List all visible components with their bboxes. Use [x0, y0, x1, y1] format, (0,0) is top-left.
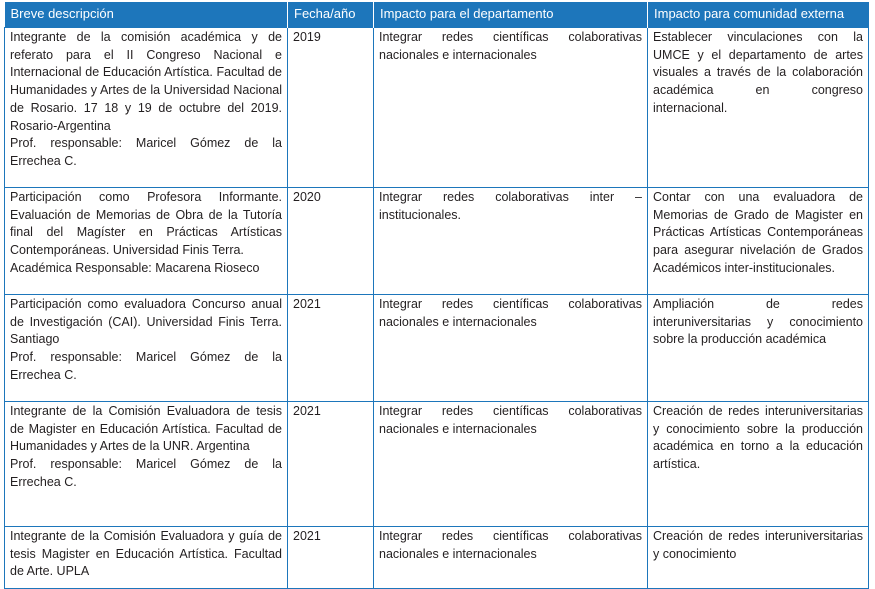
- cell-descripcion: [5, 527, 288, 589]
- cell-descripcion: [5, 188, 288, 295]
- cell-fecha: 2020: [288, 188, 374, 295]
- table-row: [5, 402, 869, 527]
- descripcion-text: Participación como evaluadora Concurso anual de Investigación (CAI). Universidad Finis Terra. Santiago: [10, 297, 282, 347]
- table-row: [5, 188, 869, 295]
- table-row: [5, 295, 869, 402]
- cell-fecha: 2019: [288, 28, 374, 188]
- cell-fecha: 2021: [288, 527, 374, 589]
- responsable-text: Prof. responsable: Maricel Gómez de la Errechea C.: [10, 350, 282, 382]
- responsable-text: Prof. responsable: Maricel Gómez de la Errechea C.: [10, 457, 282, 489]
- table-row: [5, 527, 869, 589]
- descripcion-text: Integrante de la comisión académica y de referato para el II Congreso Nacional e Internacional de Educación Artística. Facultad de Humanidades y Artes de la Universidad Nacional de Rosario. 17 18 y 19 de octubre del 2019. Rosario-Argentina: [10, 30, 282, 133]
- cell-impacto-externo: Ampliación de redes interuniversitarias y conocimiento sobre la producción académica: [648, 295, 869, 402]
- header-impacto-externo: Impacto para comunidad externa: [648, 2, 869, 28]
- table-header-row: [5, 2, 869, 28]
- responsable-text: Prof. responsable: Maricel Gómez de la Errechea C.: [10, 136, 282, 168]
- responsable-text: Académica Responsable: Macarena Rioseco: [10, 260, 260, 275]
- descripcion-text: Integrante de la Comisión Evaluadora de tesis de Magister en Educación Artística. Facultad de Humanidades y Artes de la UNR. Argentina: [10, 404, 282, 454]
- cell-impacto-departamento: Integrar redes científicas colaborativas nacionales e internacionales: [374, 402, 648, 527]
- activities-table: [4, 2, 869, 589]
- cell-impacto-externo: Creación de redes interuniversitarias y conocimiento: [648, 527, 869, 589]
- cell-impacto-externo: Establecer vinculaciones con la UMCE y el departamento de artes visuales a través de la colaboración académica en congreso internacional.: [648, 28, 869, 188]
- cell-fecha: 2021: [288, 295, 374, 402]
- cell-impacto-departamento: Integrar redes científicas colaborativas nacionales e internacionales: [374, 527, 648, 589]
- cell-impacto-departamento: Integrar redes científicas colaborativas nacionales e internacionales: [374, 295, 648, 402]
- table-row: [5, 28, 869, 188]
- header-fecha: Fecha/año: [288, 2, 374, 28]
- cell-impacto-externo: Creación de redes interuniversitarias y conocimiento sobre la producción académica en torno a la educación artística.: [648, 402, 869, 527]
- descripcion-text: Integrante de la Comisión Evaluadora y guía de tesis Magister en Educación Artística. Facultad de Arte. UPLA: [10, 529, 282, 579]
- cell-descripcion: [5, 402, 288, 527]
- cell-fecha: 2021: [288, 402, 374, 527]
- cell-impacto-externo: Contar con una evaluadora de Memorias de Grado de Magister en Prácticas Artísticas Contemporáneas para asegurar nivelación de Grados Académicos inter-institucionales.: [648, 188, 869, 295]
- header-breve-descripcion: Breve descripción: [5, 2, 288, 28]
- cell-descripcion: [5, 28, 288, 188]
- cell-impacto-departamento: Integrar redes colaborativas inter – institucionales.: [374, 188, 648, 295]
- header-impacto-departamento: Impacto para el departamento: [374, 2, 648, 28]
- descripcion-text: Participación como Profesora Informante. Evaluación de Memorias de Obra de la Tutoría final del Magíster en Prácticas Artísticas Contemporáneas. Universidad Finis Terra.: [10, 190, 282, 258]
- cell-impacto-departamento: Integrar redes científicas colaborativas nacionales e internacionales: [374, 28, 648, 188]
- cell-descripcion: [5, 295, 288, 402]
